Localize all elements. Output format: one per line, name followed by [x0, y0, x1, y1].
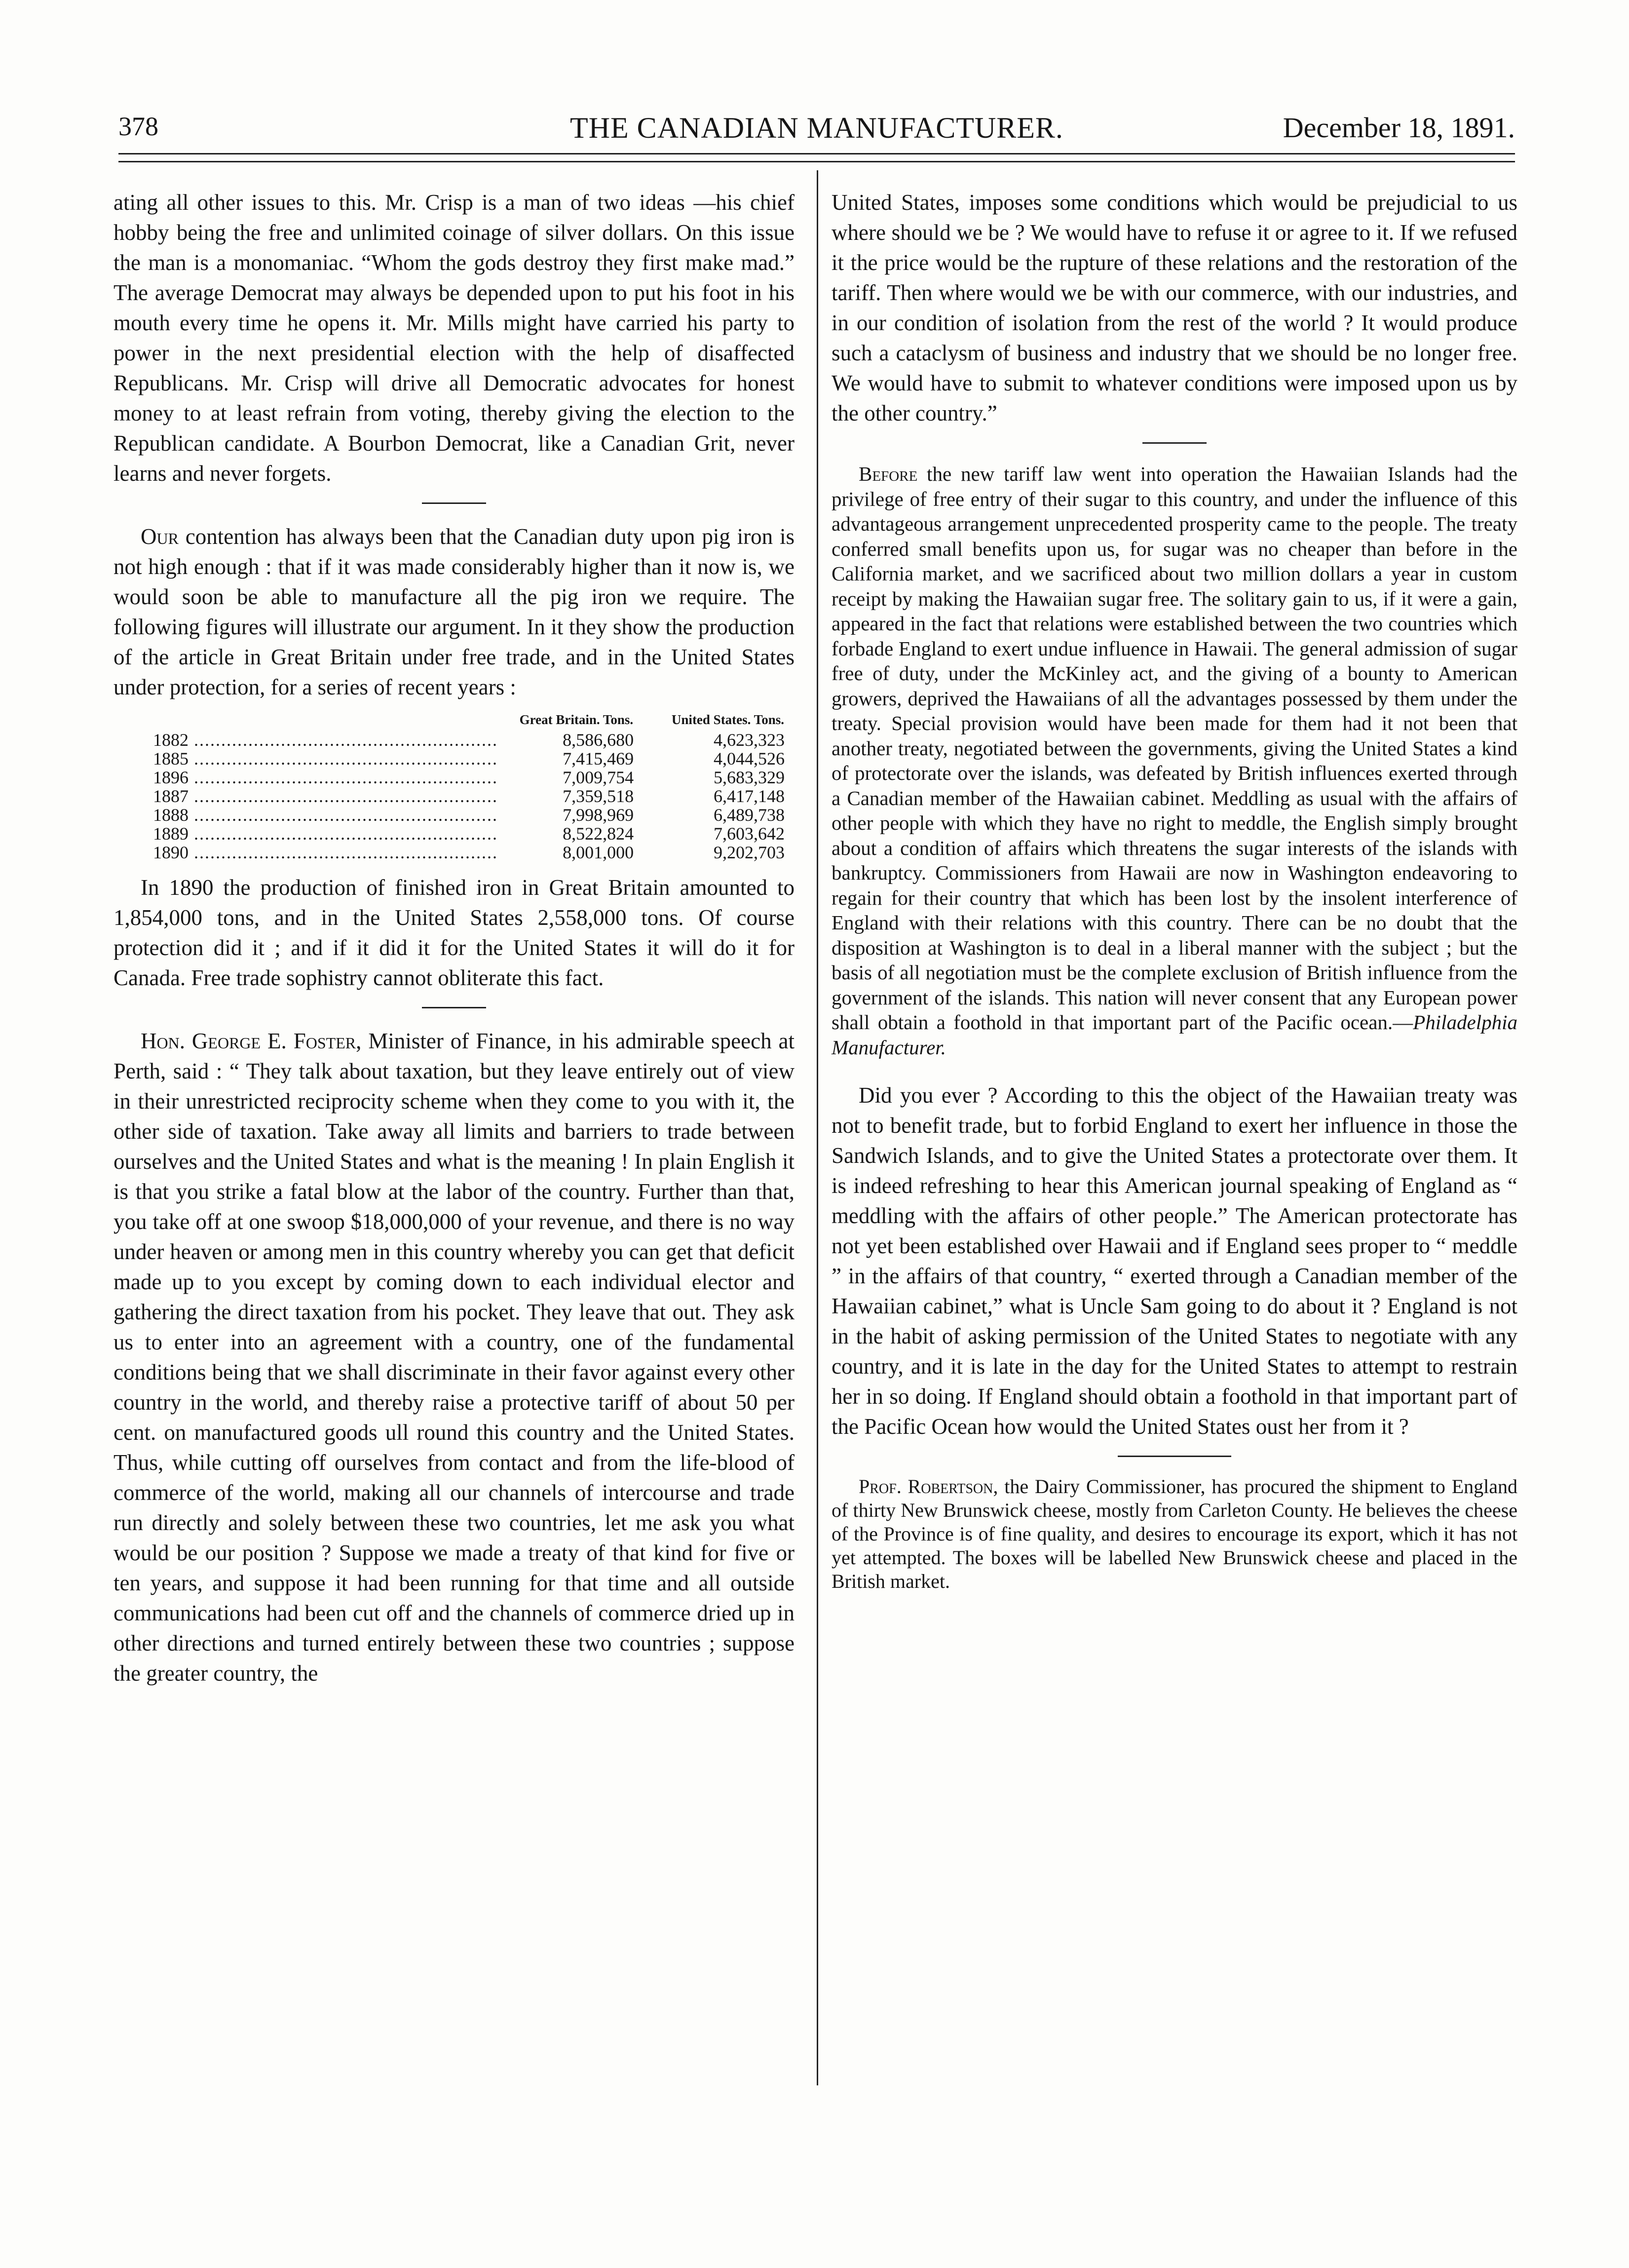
lead-word: Prof. Robertson, [859, 1475, 998, 1498]
article-foster-continued: United States, imposes some conditions which would be prejudicial to us where should we be ? We would have to refuse it or agree to it. If we refused it the price would be the rupture of these relations and the restoration of the tariff. Then where would we be with our commerce, with our industries, and in our condition of isolation from the rest of the world ? It would produce such a cataclysm of business and industry that we should be no longer free. We would have to submit to whatever conditions were imposed upon us by the other country.” [832, 190, 1517, 425]
article-body: Minister of Finance, in his admirable speech at Perth, said : “ They talk about taxation, but they leave entirely out of view in their unrestricted reciprocity scheme when they come to you with it, the other side of taxation. Take away all limits and barriers to trade between ourselves and the United States and what is the meaning ! In plain English it is that you strike a fatal blow at the labor of the country. Further than that, you take off at one swoop $18,000,000 of your revenue, and there is no way under heaven or among men in this country whereby you can get that deficit made up to you except by coming down to each individual elector and gathering the direct taxation from his pocket. They leave that out. They ask us to enter into an agreement with a country, one of the fundamental conditions being that we shall discriminate in their favor against every other country in the world, and thereby raise a protective tariff of about 50 per cent. on manufactured goods ull round this country and the United States. Thus, while cutting off ourselves from contact and from the life-blood of commerce of the world, making all our channels of intercourse and trade run directly and solely between these two countries, let me ask you what would be our position ? Suppose we made a treaty of that kind for five or ten years, and suppose it had been running for that time and all outside communications had been cut off and the channels of commerce dried up in other directions and turned entirely between these two countries ; suppose the greater country, the [114, 1029, 795, 1686]
right-column [832, 188, 1517, 1593]
header-rule-double [118, 161, 1515, 162]
left-column [114, 188, 795, 1689]
article-hawaiian-tariff [832, 461, 1517, 1060]
article-body: the Dairy Commissioner, has procured the shipment to England of thirty New Brunswick cheese, mostly from Carleton County. He believes the cheese of the Province is of fine quality, and desires to encourage its export, which it has not yet attempted. The boxes will be labelled New Brunswick cheese and placed in the British market. [832, 1475, 1518, 1592]
article-dairy-commissioner [832, 1475, 1517, 1593]
column-divider [817, 170, 818, 2085]
section-separator [422, 1007, 486, 1008]
lead-word: Our [141, 524, 179, 549]
section-separator [1142, 442, 1207, 444]
table-row: 1888 ..... 7,998,969 6,489,738 [153, 806, 785, 824]
pig-iron-table [153, 712, 785, 862]
lead-word: Hon. George E. Foster, [141, 1029, 362, 1053]
column-header-united-states: United States. Tons. [671, 712, 784, 727]
journal-title: THE CANADIAN MANUFACTURER. [570, 112, 1063, 144]
article-finished-iron: In 1890 the production of finished iron in Great Britain amounted to 1,854,000 tons, and in the United States 2,558,000 tons. Of course protection did it ; and if it did it for the United States it will do it for Canada. Free trade sophistry cannot obliterate this fact. [114, 875, 795, 990]
column-header-great-britain: Great Britain. Tons. [519, 712, 634, 727]
article-body: contention has always been that the Canadian duty upon pig iron is not high enough : that if it was made considerably higher than it now is, we would soon be able to manufacture all the pig iron we require. The following figures will illustrate our argument. In it they show the production of the article in Great Britain under free trade, and in the United States under protection, for a series of recent years : [114, 524, 795, 699]
header-rule [118, 153, 1515, 154]
table-row: 1896 ..... 7,009,754 5,683,329 [153, 768, 785, 787]
lead-word: Before [859, 462, 918, 485]
article-source: Philadelphia Manufacturer. [832, 1011, 1517, 1059]
table-row: 1882 ..... 8,586,680 4,623,323 [153, 730, 785, 749]
article-pig-iron [114, 522, 795, 702]
table-row: 1890 ..... 8,001,000 9,202,703 [153, 843, 785, 862]
article-hawaiian-commentary: Did you ever ? According to this the object of the Hawaiian treaty was not to benefit trade, but to forbid England to exert her influence in those the Sandwich Islands, and to give the United States a protectorate over them. It is indeed refreshing to hear this American journal speaking of England as “ meddling with the affairs of other people.” The American protectorate has not yet been established over Hawaii and if England sees proper to “ meddle ” in the affairs of that country, “ exerted through a Canadian member of the Hawaiian cabinet,” what is Uncle Sam going to do about it ? England is not in the habit of asking permission of the United States to negotiate with any country, and it is late in the day for the United States to attempt to restrain her in so doing. If England should obtain a foothold in that important part of the Pacific Ocean how would the United States oust her from it ? [832, 1083, 1517, 1439]
table-row: 1887 ..... 7,359,518 6,417,148 [153, 787, 785, 806]
article-foster-speech [114, 1026, 795, 1689]
table-row: 1885 ..... 7,415,469 4,044,526 [153, 749, 785, 768]
page-number: 378 [118, 112, 158, 141]
article-body: the new tariff law went into operation the Hawaiian Islands had the privilege of free entry of their sugar to this country, and under the influence of this advantageous arrangement unprecedented prosperity came to the people. The treaty conferred small benefits upon us, for sugar was no cheaper than before in the California market, and we sacrificed about two million dollars a year in custom receipt by making the Hawaiian sugar free. The solitary gain to us, if it were a gain, appeared in the fact that relations were established between the two countries which forbade England to exert undue influence in Hawaii. The general admission of sugar free of duty, under the McKinley act, and the giving of a bounty to American growers, deprived the Hawaiians of all the advantages possessed by them under the treaty. Special provision would have been made for them had it not been that another treaty, negotiated between the governments, giving the United States a kind of protectorate over the islands, was defeated by British influences exerted through a Canadian member of the Hawaiian cabinet. Meddling as usual with the affairs of other people with which they have no right to meddle, the English simply brought about a condition of affairs which threatens the sugar interests of the islands with bankruptcy. Commissioners from Hawaii are now in Washington endeavoring to regain for their country that which has been lost by the insolent interference of England with their relations with this country. There can be no doubt that the disposition at Washington is to deal in a liberal manner with the subject ; but the basis of all negotiation must be the complete exclusion of British influence from the government of the islands. This nation will never consent that any European power shall obtain a foothold in that important part of the Pacific ocean.— [832, 462, 1517, 1034]
masthead [118, 101, 1515, 155]
issue-date: December 18, 1891. [1283, 112, 1515, 144]
table-row: 1889 ..... 8,522,824 7,603,642 [153, 824, 785, 843]
article-crisp-continued: ating all other issues to this. Mr. Crisp is a man of two ideas —his chief hobby being the free and unlimited coinage of silver dollars. On this issue the man is a monomaniac. “Whom the gods destroy they first make mad.” The average Democrat may always be depended upon to put his foot in his mouth every time he opens it. Mr. Mills might have carried his party to power in the next presidential election with the help of disaffected Republicans. Mr. Crisp will drive all Democratic advocates for honest money to at least refrain from voting, thereby giving the election to the Republican candidate. A Bourbon Democrat, like a Canadian Grit, never learns and never forgets. [114, 190, 795, 486]
section-separator [1118, 1456, 1231, 1457]
section-separator [422, 502, 486, 504]
